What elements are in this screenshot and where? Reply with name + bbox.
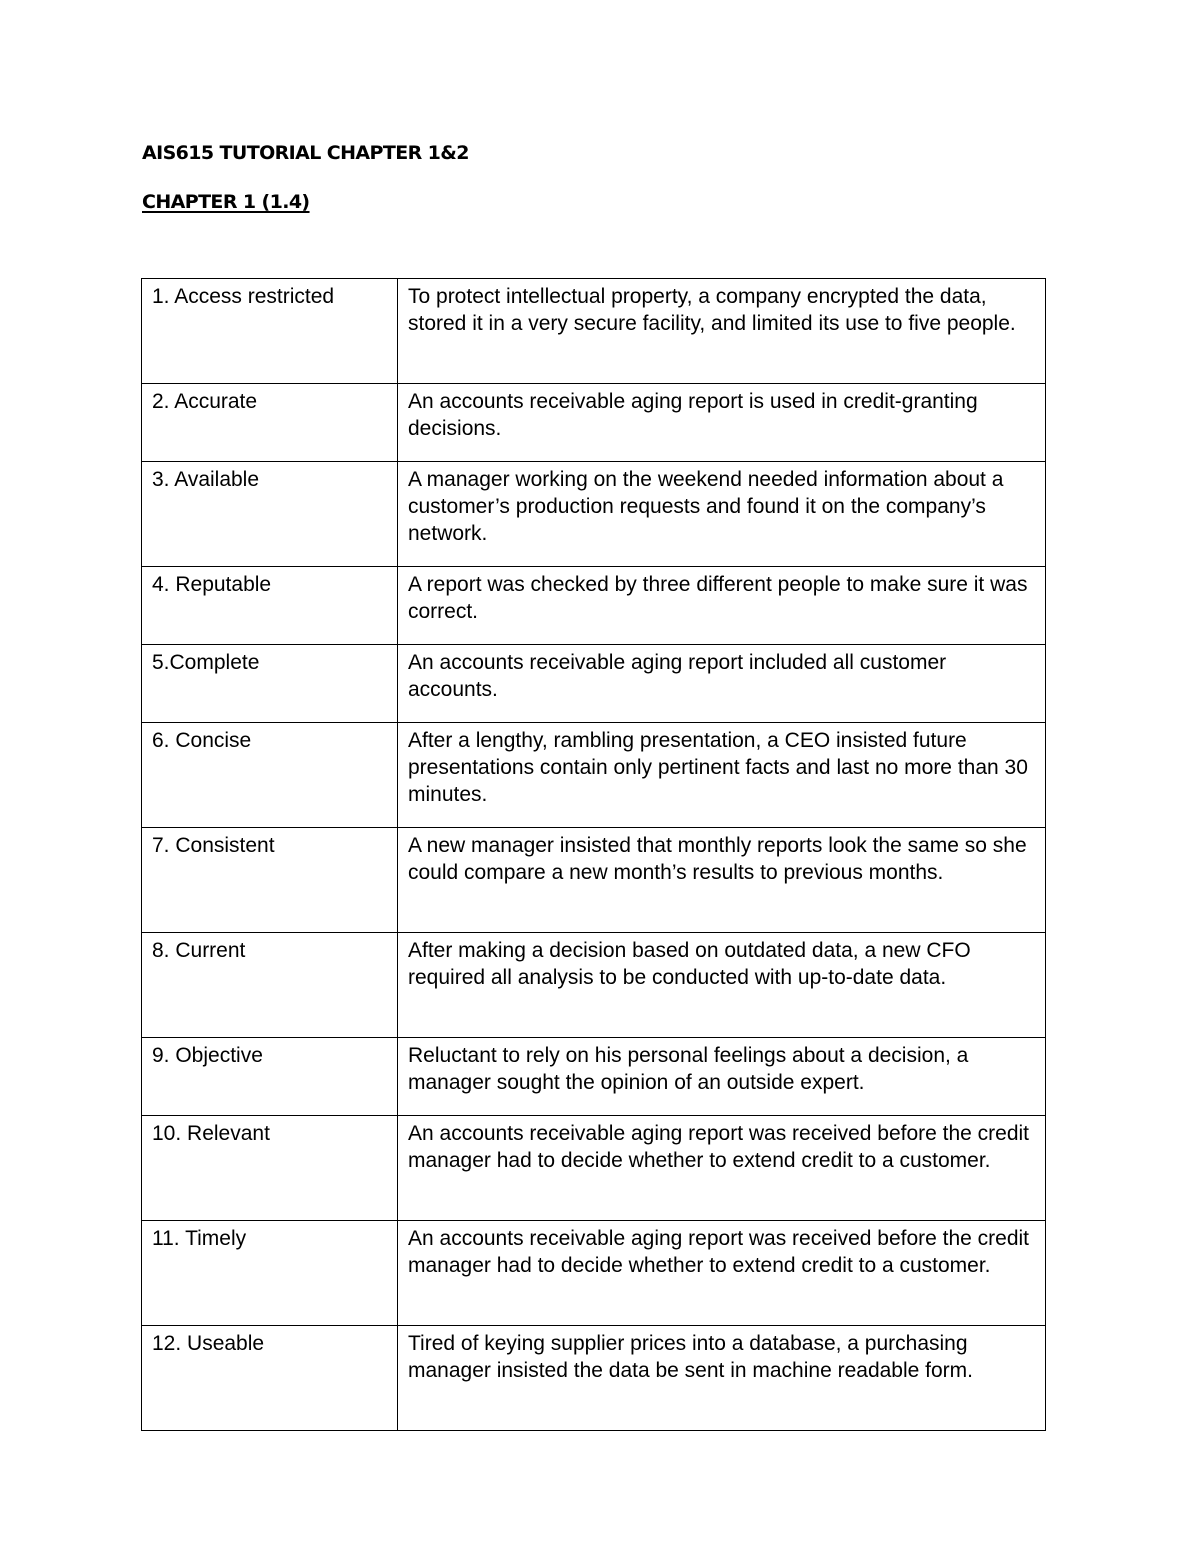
table-row — [142, 567, 1046, 645]
description-cell: An accounts receivable aging report included all customer accounts. — [398, 645, 1046, 723]
table-row — [142, 828, 1046, 933]
description-cell: An accounts receivable aging report is used in credit-granting decisions. — [398, 384, 1046, 462]
term-cell: 6. Concise — [142, 723, 398, 828]
term-cell: 12. Useable — [142, 1326, 398, 1431]
chapter-heading: CHAPTER 1 (1.4) — [142, 191, 310, 213]
table-row — [142, 723, 1046, 828]
term-cell: 11. Timely — [142, 1221, 398, 1326]
term-cell: 3. Available — [142, 462, 398, 567]
table-row — [142, 1326, 1046, 1431]
term-cell: 7. Consistent — [142, 828, 398, 933]
term-cell: 9. Objective — [142, 1038, 398, 1116]
description-cell: Reluctant to rely on his personal feelings about a decision, a manager sought the opinion of an outside expert. — [398, 1038, 1046, 1116]
term-cell: 8. Current — [142, 933, 398, 1038]
table-row — [142, 933, 1046, 1038]
description-cell: A new manager insisted that monthly reports look the same so she could compare a new month’s results to previous months. — [398, 828, 1046, 933]
table-row — [142, 279, 1046, 384]
description-cell: An accounts receivable aging report was received before the credit manager had to decide whether to extend credit to a customer. — [398, 1116, 1046, 1221]
table-row — [142, 1038, 1046, 1116]
description-cell: An accounts receivable aging report was received before the credit manager had to decide whether to extend credit to a customer. — [398, 1221, 1046, 1326]
table-row — [142, 462, 1046, 567]
description-cell: A report was checked by three different people to make sure it was correct. — [398, 567, 1046, 645]
table-row — [142, 645, 1046, 723]
term-cell: 10. Relevant — [142, 1116, 398, 1221]
information-characteristics-table — [141, 278, 1046, 1431]
table-row — [142, 1221, 1046, 1326]
description-cell: After making a decision based on outdated data, a new CFO required all analysis to be conducted with up-to-date data. — [398, 933, 1046, 1038]
document-title: AIS615 TUTORIAL CHAPTER 1&2 — [142, 142, 469, 164]
term-cell: 2. Accurate — [142, 384, 398, 462]
description-cell: To protect intellectual property, a company encrypted the data, stored it in a very secure facility, and limited its use to five people. — [398, 279, 1046, 384]
description-cell: After a lengthy, rambling presentation, a CEO insisted future presentations contain only pertinent facts and last no more than 30 minutes. — [398, 723, 1046, 828]
term-cell: 4. Reputable — [142, 567, 398, 645]
description-cell: Tired of keying supplier prices into a database, a purchasing manager insisted the data be sent in machine readable form. — [398, 1326, 1046, 1431]
table-row — [142, 1116, 1046, 1221]
description-cell: A manager working on the weekend needed information about a customer’s production requests and found it on the company’s network. — [398, 462, 1046, 567]
term-cell: 1. Access restricted — [142, 279, 398, 384]
table-row — [142, 384, 1046, 462]
term-cell: 5.Complete — [142, 645, 398, 723]
